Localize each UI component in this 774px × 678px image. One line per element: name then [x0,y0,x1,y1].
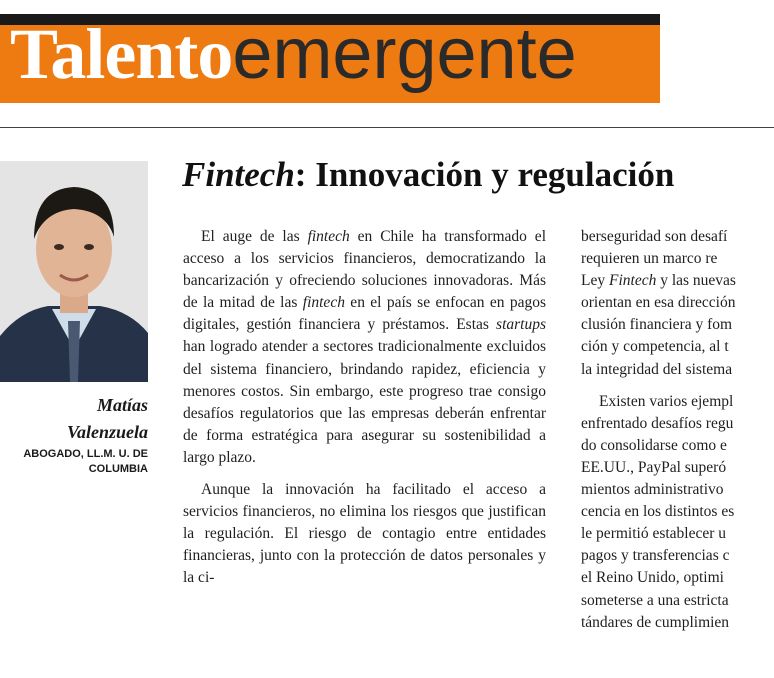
italic-term: fintech [302,294,345,312]
text-run: El auge de las [201,228,308,245]
text-line: cencia en los distintos es [581,503,735,521]
text-line: la integridad del sistema [581,360,733,378]
text-line: clusión financiera y fom [581,316,733,334]
text-line: tándares de cumplimien [581,613,730,631]
article-column-1 [183,226,546,600]
italic-term: startups [496,316,546,334]
author-role-line-2: COLUMBIA [88,463,148,475]
italic-term: fintech [307,228,350,245]
text-run: han logrado atender a sectores tradicionalmente excluidos del sistema financiero, brindando rapidez, eficiencia y menores costos. Sin embargo, este progreso trae consigo desafíos regulatorios que las empresas deberán enfrentar de forma estratégica para asegurar su sostenibilidad a largo plazo. [183,338,546,466]
author-role-line-1: ABOGADO, LL.M. U. DE [23,448,148,460]
paragraph-4 [581,391,774,634]
text-run: en el país se enfocan en pagos digitales, gestión financiera y préstamos. Estas [183,294,546,334]
text-line: someterse a una estricta [581,591,729,609]
author-first-name: Matías [96,395,148,415]
section-title-strong: Talento [10,14,233,94]
article-column-2 [581,226,774,656]
text-line: pagos y transferencias c [581,547,730,565]
author-photo [0,161,148,382]
text-line: el Reino Unido, optimi [581,569,724,587]
text-line: Existen varios ejempl [599,392,734,410]
text-line: Ley [581,272,609,290]
author-role [0,447,148,477]
text-line: enfrentado desafíos regu [581,414,734,432]
author-last-name: Valenzuela [66,422,148,442]
headline-italic: Fintech [182,155,295,194]
text-line: do consolidarse como e [581,436,727,454]
paragraph-2: Aunque la innovación ha facilitado el acceso a servicios financieros, no elimina los riesgos que justifican la regulación. El riesgo de contagio entre entidades financieras, junto con la protección de datos personales y la ci- [183,481,546,587]
section-title [10,14,577,94]
text-line: y las nuevas [656,272,736,290]
italic-term: Fintech [608,272,657,290]
section-title-light: emergente [232,14,577,94]
text-line: mientos administrativo [581,481,724,499]
headline-rest: : Innovación y regulación [294,155,675,194]
text-line: le permitió establecer u [581,525,727,543]
text-line: requieren un marco re [581,250,718,268]
text-line: berseguridad son desafí [581,228,728,245]
paragraph-3 [581,226,774,381]
author-name [0,392,148,446]
text-line: ción y competencia, al t [581,338,729,356]
paragraph-1 [183,226,546,469]
text-line: EE.UU., PayPal superó [581,458,727,476]
article-headline [182,155,674,195]
author-portrait [0,161,148,382]
header-divider [0,127,774,128]
text-run: en Chile ha transformado el acceso a los servicios financieros, democratizando la bancarización y ofreciendo soluciones innovadoras. Más de la mitad de las [183,228,546,312]
text-line: orientan en esa dirección [581,294,736,312]
